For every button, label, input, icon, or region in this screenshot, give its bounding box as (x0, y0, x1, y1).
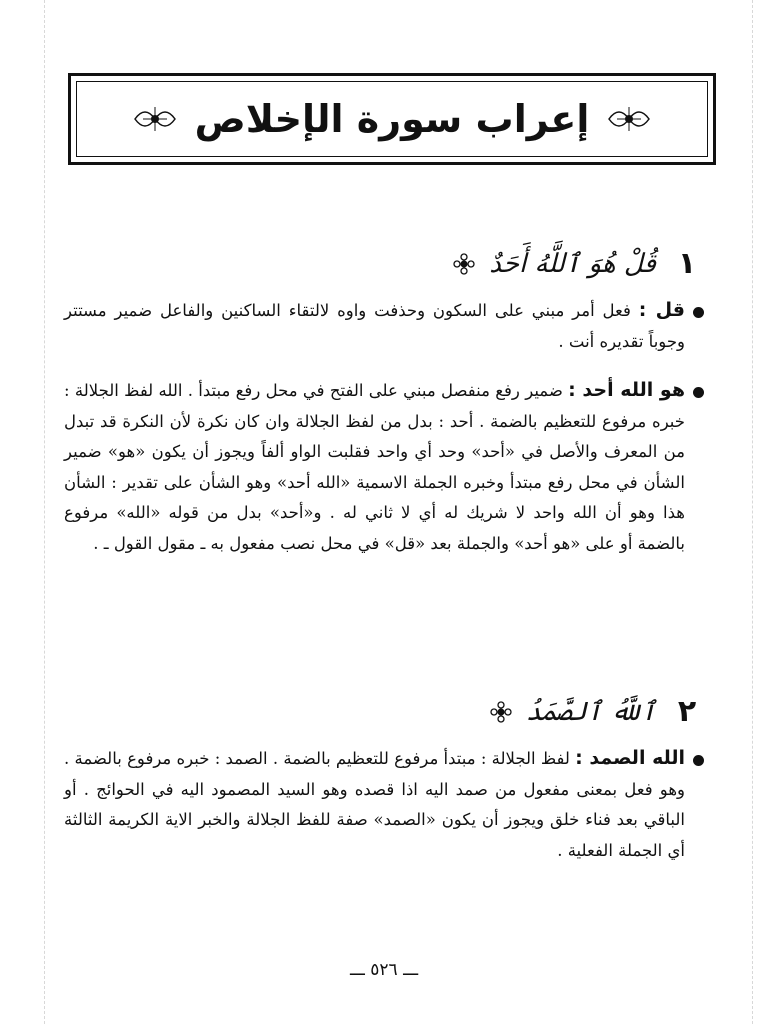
margin-rule (44, 0, 45, 1024)
flower-ornament-icon (453, 253, 475, 275)
verse-text: قُلْ هُوَ ٱللَّهُ أَحَدٌ (489, 248, 656, 279)
verse-heading (64, 246, 704, 281)
bullet-icon (693, 307, 704, 318)
verse-text: ٱللَّهُ ٱلصَّمَدُ (525, 696, 656, 727)
entry-text (64, 375, 685, 559)
entry-body: لفظ الجلالة : مبتدأ مرفوع للتعظيم بالضمة . الصمد : خبره مرفوع بالضمة . وهو فعل بمعنى مفعول من صمد اليه اذا قصده وهو السيد المصمود اليه في الحوائج . أو الباقي بعد فناء خلق ويجوز أن يكون «الصمد» صفة للفظ الجلالة والخبر الاية الكريمة الثالثة أي الجملة الفعلية . (64, 749, 685, 860)
verse-heading (64, 694, 704, 729)
verse-section-1 (64, 246, 704, 559)
bullet-icon (693, 755, 704, 766)
verse-section-2 (64, 694, 704, 866)
entry-term: الله الصمد : (575, 747, 685, 769)
bullet-icon (693, 387, 704, 398)
ornament-left-icon (607, 103, 651, 135)
page-title: إعراب سورة الإخلاص (194, 97, 590, 141)
entry-term: قل : (638, 299, 685, 321)
verse-number: ١ (677, 246, 697, 281)
title-inner-frame (76, 81, 708, 157)
entry (64, 295, 704, 357)
page-number: ـــ ٥٢٦ ـــ (349, 960, 419, 980)
flower-ornament-icon (490, 701, 512, 723)
verse-number: ٢ (677, 694, 697, 729)
ornament-right-icon (133, 103, 177, 135)
title-frame (68, 73, 716, 165)
entry (64, 743, 704, 866)
entry-body: ضمير رفع منفصل مبني على الفتح في محل رفع مبتدأ . الله لفظ الجلالة : خبره مرفوع للتعظيم بالضمة . أحد : بدل من لفظ الجلالة وان كان نكرة لأن النكرة قد تبدل من المعرف والأصل في «أحد» وحد أي واحد فقلبت الواو ألفاً ويجوز أن يكون «هو» ضمير الشأن في محل رفع مبتدأ وخبره الجملة الاسمية «الله أحد» وهو الشأن على تقدير : الشأن هذا وهو أن الله واحد لا شريك له أي لا ثاني له . و«أحد» بدل من قوله «الله» مرفوع بالضمة أو على «هو أحد» والجملة بعد «قل» في محل نصب مفعول به ـ مقول القول ـ . (64, 381, 685, 553)
entry-body: فعل أمر مبني على السكون وحذفت واوه لالتقاء الساكنين والفاعل ضمير مستتر وجوباً تقديره أنت . (64, 301, 685, 351)
entry-text (64, 743, 685, 866)
entry (64, 375, 704, 559)
entry-term: هو الله أحد : (568, 379, 685, 401)
margin-rule (752, 0, 753, 1024)
entry-text (64, 295, 685, 357)
